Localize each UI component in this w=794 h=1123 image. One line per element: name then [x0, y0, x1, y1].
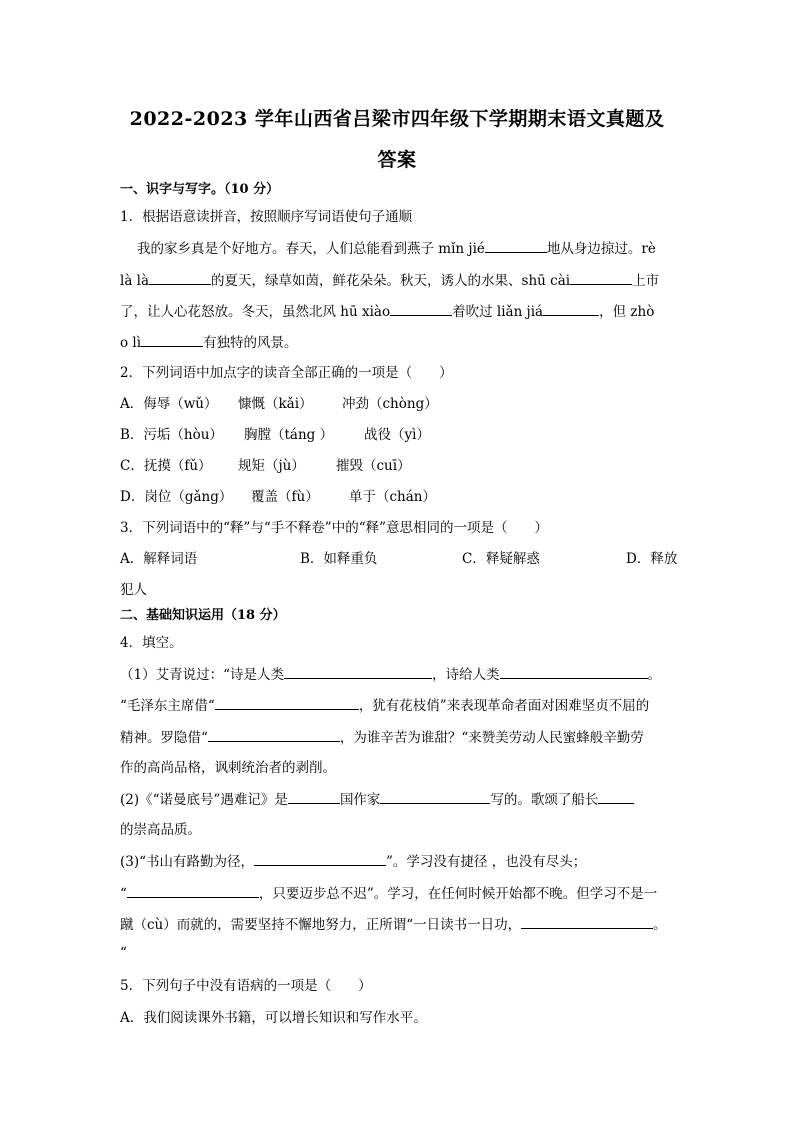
answer-blank[interactable] — [500, 664, 648, 679]
document-title-line-1: 2022-2023 学年山西省吕梁市四年级下学期期末语文真题及 — [129, 108, 665, 130]
section-2-heading: 二、基础知识运用（18 分） — [120, 608, 286, 623]
q4-text: ，只要迈步总不迟”。学习，在任何时候开始都不晚。但学习不是一 — [258, 886, 658, 902]
question-2-option-c — [120, 456, 680, 476]
question-4-line-10: “ — [120, 945, 127, 961]
q1-text: là là — [120, 273, 150, 289]
q4-text: 精神。罗隐借“ — [120, 730, 208, 746]
q4-text: ，诗给人类 — [432, 667, 500, 683]
question-3-option-c: C．释疑解惑 — [462, 551, 540, 567]
option-word: 战役（yì） — [364, 427, 430, 443]
q1-text: 有独特的风景。 — [203, 335, 298, 351]
q4-text: “ — [120, 886, 127, 902]
question-2-option-a — [120, 394, 680, 414]
question-4-line-3 — [120, 727, 680, 748]
option-word: B．污垢（hòu） — [120, 427, 223, 443]
answer-blank[interactable] — [543, 301, 599, 316]
q4-text: ，犹有花枝俏”来表现革命者面对困难坚贞不屈的 — [358, 698, 650, 714]
q4-text: 国作家 — [339, 792, 381, 808]
question-4-line-2 — [120, 695, 680, 716]
question-2-stem: 2．下列词语中加点字的读音全部正确的一项是（ ） — [120, 365, 453, 381]
answer-blank[interactable] — [521, 914, 653, 929]
option-word: D．岗位（gǎng） — [120, 489, 233, 505]
option-word: 单于（chán） — [349, 489, 436, 505]
answer-blank[interactable] — [254, 851, 386, 866]
question-1-text-line-3 — [120, 301, 680, 322]
q1-text: o lì — [120, 335, 142, 351]
answer-blank[interactable] — [284, 664, 432, 679]
option-word: A．侮辱（wǔ） — [120, 396, 218, 412]
question-4-line-6: 的崇高品质。 — [120, 822, 201, 838]
q4-text: 蹴（cù）而就的，需要坚持不懈地努力，正所谓“一日读书一日功， — [120, 917, 522, 933]
q1-text: 了，让人心花怒放。冬天，虽然北风 hū xiào — [120, 304, 391, 320]
question-3-option-a: A．解释词语 — [120, 551, 198, 567]
question-4-line-9 — [120, 914, 680, 935]
question-1-text-line-2 — [120, 270, 680, 291]
option-word: 覆盖（fù） — [251, 489, 319, 505]
answer-blank[interactable] — [149, 270, 211, 285]
answer-blank[interactable] — [208, 727, 340, 742]
section-1-heading: 一、识字与写字。（10 分） — [120, 182, 280, 197]
q4-text: ，为谁辛苦为谁甜？“来赞美劳动人民蜜蜂般辛勤劳 — [339, 730, 644, 746]
q4-text: （1）艾青说过：“诗是人类 — [120, 667, 284, 683]
q4-text: ”。学习没有捷径 ，也没有尽头； — [386, 854, 587, 870]
q4-text: 。 — [653, 917, 667, 933]
q1-text: 上市 — [632, 273, 660, 289]
option-word: 规矩（jù） — [238, 458, 305, 474]
q4-text: (3)“书山有路勤为径， — [120, 854, 255, 870]
q4-text: 写的。歌颂了船长 — [490, 792, 599, 808]
answer-blank[interactable] — [127, 883, 259, 898]
answer-blank[interactable] — [485, 238, 547, 253]
q4-text: 。 — [647, 667, 661, 683]
question-1-text-line-4 — [120, 332, 680, 353]
q4-text: (2)《“诺曼底号”遇难记》是 — [120, 792, 288, 808]
option-word: C．抚摸（fǔ） — [120, 458, 212, 474]
option-word: 胸膛（táng ） — [244, 427, 334, 443]
question-1-text-line-1 — [137, 238, 680, 259]
answer-blank[interactable] — [288, 789, 340, 804]
option-word: 慷慨（kǎi） — [238, 396, 313, 412]
q1-text: 地从身边掠过。rè — [546, 241, 656, 257]
question-4-line-8 — [120, 883, 680, 904]
question-3-option-b: B．如释重负 — [300, 551, 378, 567]
question-1-stem: 1．根据语意读拼音，按照顺序写词语使句子通顺 — [120, 209, 413, 225]
question-2-option-b — [120, 425, 680, 445]
question-5-stem: 5．下列句子中没有语病的一项是（ ） — [120, 978, 372, 994]
question-4-line-5 — [120, 789, 680, 810]
question-2-option-d — [120, 487, 680, 507]
question-3-option-d-overflow: 犯人 — [120, 582, 147, 598]
option-word: 冲劲（chòng） — [342, 396, 438, 412]
q1-text: 我的家乡真是个好地方。春天，人们总能看到燕子 mǐn jié — [137, 241, 485, 257]
question-3-options — [120, 549, 680, 569]
question-4-stem: 4．填空。 — [120, 635, 183, 651]
answer-blank[interactable] — [390, 301, 452, 316]
question-4-line-1 — [120, 664, 680, 685]
answer-blank[interactable] — [215, 695, 359, 710]
q1-text: 的夏天，绿草如茵，鲜花朵朵。秋天，诱人的水果、shū cài — [211, 273, 571, 289]
document-title-line-2: 答案 — [377, 149, 417, 171]
question-3-stem: 3．下列词语中的“释”与“手不释卷”中的“释”意思相同的一项是（ ） — [120, 520, 548, 536]
option-word: 摧毁（cuī） — [336, 458, 411, 474]
q1-text: 着吹过 liǎn jiá — [452, 304, 544, 320]
question-3-option-d: D．释放 — [626, 551, 678, 567]
answer-blank[interactable] — [570, 270, 632, 285]
question-5-option-a: A．我们阅读课外书籍，可以增长知识和写作水平。 — [120, 1010, 427, 1026]
question-4-line-4: 作的高尚品格，讽刺统治者的剥削。 — [120, 760, 336, 776]
answer-blank[interactable] — [598, 789, 634, 804]
question-4-line-7 — [120, 851, 680, 872]
answer-blank[interactable] — [380, 789, 490, 804]
q1-text: ，但 zhò — [599, 304, 655, 320]
q4-text: “毛泽东主席借“ — [120, 698, 215, 714]
answer-blank[interactable] — [141, 332, 203, 347]
